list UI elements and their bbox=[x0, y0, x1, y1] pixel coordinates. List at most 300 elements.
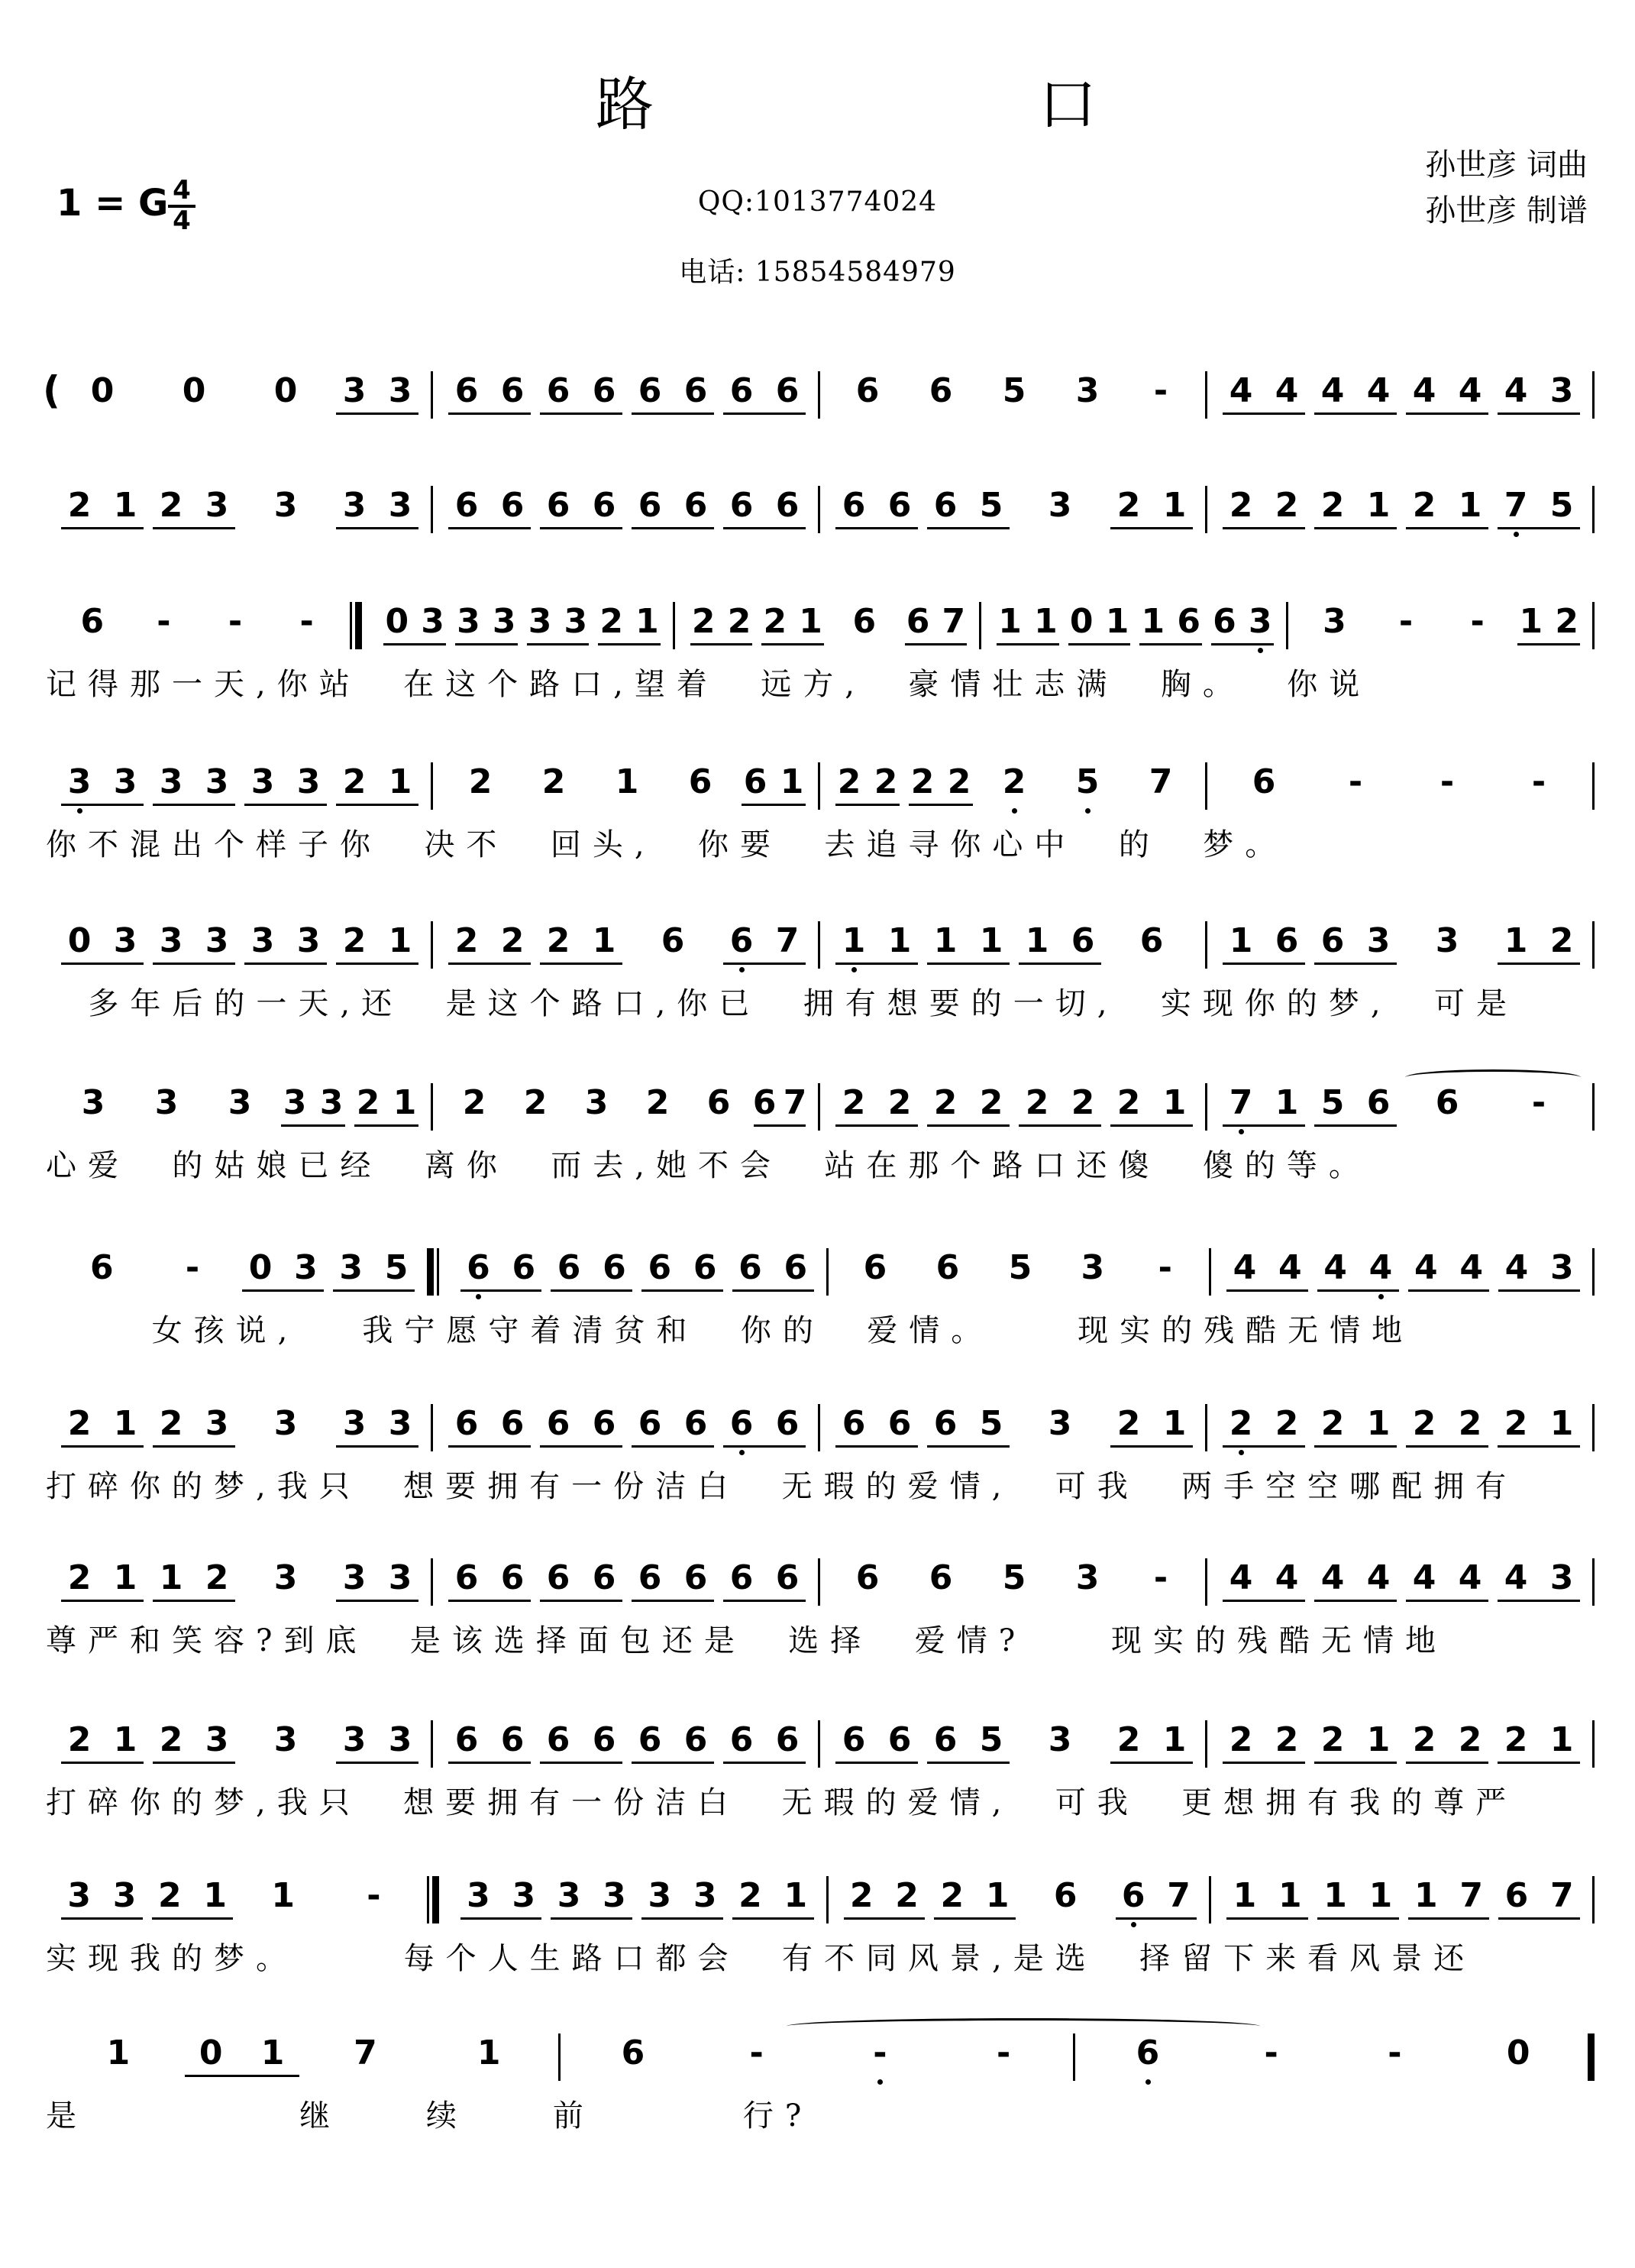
beamed-note-group bbox=[1401, 1404, 1493, 1444]
note bbox=[240, 371, 331, 411]
beamed-note-group bbox=[57, 486, 148, 526]
measure bbox=[46, 921, 431, 969]
measure bbox=[820, 1558, 1205, 1606]
beamed-note-group bbox=[148, 1720, 240, 1760]
measure bbox=[46, 1720, 431, 1768]
note-digit: 6 bbox=[775, 1404, 800, 1443]
beamed-note-group bbox=[719, 1404, 810, 1444]
beamed-note-group bbox=[1218, 1404, 1310, 1444]
note-digit: 6 bbox=[512, 1248, 536, 1287]
beamed-note-group bbox=[535, 921, 627, 961]
beamed-note-group bbox=[1404, 1876, 1494, 1916]
note-digit: 3 bbox=[159, 921, 183, 960]
measure bbox=[820, 1404, 1205, 1451]
beamed-note-group bbox=[719, 1558, 810, 1598]
measure bbox=[46, 1558, 431, 1606]
beamed-note-group bbox=[1494, 1876, 1585, 1916]
note-digit: 4 bbox=[1458, 371, 1482, 410]
beamed-note-group bbox=[1106, 1720, 1197, 1760]
beamed-note-group bbox=[992, 602, 1064, 642]
note-digit: 6 bbox=[1177, 602, 1200, 641]
note-digit: 6 bbox=[454, 1558, 479, 1597]
note-digit: - bbox=[1470, 602, 1485, 641]
note-digit: 1 bbox=[635, 602, 659, 641]
note-digit: 3 bbox=[1435, 921, 1459, 960]
beamed-note-group bbox=[719, 921, 810, 961]
system-11 bbox=[46, 1876, 1595, 1976]
measure bbox=[1207, 1404, 1592, 1451]
note-digit: 6 bbox=[693, 1248, 717, 1287]
note bbox=[984, 1248, 1056, 1288]
beamed-note-group bbox=[1218, 1558, 1310, 1598]
tie-arc bbox=[787, 2018, 1260, 2034]
note-digit: - bbox=[1531, 1083, 1546, 1122]
note-digit: 1 bbox=[933, 921, 958, 960]
note-digit: 3 bbox=[205, 921, 229, 960]
note-digit: 1 bbox=[106, 2033, 131, 2072]
note-digit: - bbox=[1153, 1558, 1168, 1597]
note-digit: 2 bbox=[887, 1083, 912, 1122]
beamed-note-group bbox=[831, 762, 904, 802]
beamed-note-group bbox=[535, 371, 627, 411]
note bbox=[240, 1720, 331, 1760]
note-digit: 3 bbox=[421, 602, 444, 641]
note-digit: 6 bbox=[592, 1558, 616, 1597]
note-digit: 7 bbox=[1459, 1876, 1483, 1915]
note bbox=[1401, 1083, 1493, 1123]
note-digit: 3 bbox=[1549, 1558, 1574, 1597]
measure bbox=[46, 1876, 427, 1923]
note-digit: 2 bbox=[1275, 1720, 1299, 1759]
note-digit: 3 bbox=[205, 486, 229, 525]
note-digit: 4 bbox=[1367, 1248, 1394, 1288]
note-digit: 6 bbox=[929, 1558, 953, 1597]
note-digit: 3 bbox=[512, 1876, 536, 1915]
measure bbox=[820, 921, 1205, 969]
note bbox=[328, 1876, 419, 1916]
note bbox=[444, 1083, 505, 1123]
note-digit: 1 bbox=[1368, 1876, 1393, 1915]
note-digit: 4 bbox=[1229, 371, 1253, 410]
note-digit: 2 bbox=[523, 1083, 548, 1122]
note-digit: 1 bbox=[985, 1876, 1010, 1915]
note-digit: 2 bbox=[933, 1083, 958, 1122]
note-digit: 1 bbox=[477, 2033, 501, 2072]
beamed-note-group bbox=[1106, 486, 1197, 526]
note-digit: 1 bbox=[388, 921, 412, 960]
beamed-note-group bbox=[1310, 371, 1401, 411]
beamed-note-group bbox=[831, 1404, 923, 1444]
note-digit: 2 bbox=[837, 762, 861, 801]
note-digit: 1 bbox=[393, 1083, 417, 1122]
beamed-note-group bbox=[627, 1404, 719, 1444]
barline bbox=[1592, 1876, 1595, 1923]
note-digit: 3 bbox=[339, 1248, 364, 1287]
beamed-note-group bbox=[444, 1558, 535, 1598]
note-digit: 3 bbox=[273, 486, 298, 525]
beamed-note-group bbox=[719, 1720, 810, 1760]
measure bbox=[445, 1876, 826, 1923]
beamed-note-group bbox=[929, 1876, 1020, 1916]
beamed-note-group bbox=[749, 1083, 810, 1123]
note-digit: 4 bbox=[1459, 1248, 1483, 1287]
note-digit: 3 bbox=[342, 1720, 367, 1759]
note-digit: 0 bbox=[1506, 2033, 1530, 2072]
note-digit: 3 bbox=[250, 762, 275, 801]
barline bbox=[1592, 486, 1595, 533]
note-digit: 2 bbox=[1116, 1083, 1141, 1122]
note-digit: 6 bbox=[929, 371, 953, 410]
note-digit: 7 bbox=[1550, 1876, 1574, 1915]
note-digit: - bbox=[866, 2033, 893, 2073]
note-digit: 1 bbox=[1162, 1720, 1187, 1759]
beamed-note-group bbox=[1218, 921, 1310, 961]
barline bbox=[1592, 921, 1595, 969]
note-digit: 2 bbox=[910, 762, 935, 801]
note-digit: 3 bbox=[1246, 602, 1274, 642]
note-digit: 2 bbox=[691, 602, 716, 641]
beamed-note-group bbox=[1218, 1720, 1310, 1760]
lyrics-line: 打碎你的梦,我只 想要拥有一份洁白 无瑕的爱情, 可我 更想拥有我的尊严 bbox=[46, 1785, 1518, 1820]
note-digit: 6 bbox=[592, 371, 616, 410]
note-digit: 3 bbox=[81, 1083, 105, 1122]
note-digit: 6 bbox=[638, 1720, 662, 1759]
note-digit: 2 bbox=[67, 1558, 92, 1597]
note bbox=[977, 1558, 1051, 1598]
measure bbox=[433, 1083, 818, 1131]
note-digit: 1 bbox=[615, 762, 639, 801]
measure bbox=[46, 1248, 427, 1296]
note-digit: 1 bbox=[113, 486, 137, 525]
note-digit: 3 bbox=[1075, 371, 1100, 410]
note-digit: 3 bbox=[648, 1876, 672, 1915]
note-digit: - bbox=[185, 1248, 200, 1287]
note-digit: 5 bbox=[1320, 1083, 1345, 1122]
note-digit: 3 bbox=[294, 1248, 318, 1287]
note-digit: 3 bbox=[228, 1083, 252, 1122]
note-digit: 1 bbox=[1549, 1404, 1574, 1443]
note-digit: 6 bbox=[683, 371, 708, 410]
note-digit: 3 bbox=[273, 1720, 298, 1759]
note-digit: 5 bbox=[1002, 1558, 1026, 1597]
beamed-note-group bbox=[923, 1083, 1014, 1123]
note-digit: - bbox=[1348, 762, 1363, 801]
beamed-note-group bbox=[1218, 371, 1310, 411]
note-digit: - bbox=[1531, 762, 1546, 801]
note bbox=[203, 1083, 276, 1123]
beamed-note-group bbox=[637, 1248, 728, 1288]
note-digit: 6 bbox=[855, 1558, 880, 1597]
beamed-note-group bbox=[148, 762, 240, 802]
note-digit: 1 bbox=[1105, 602, 1129, 641]
measure bbox=[675, 602, 979, 649]
note-digit: 7 bbox=[783, 1083, 807, 1122]
note-digit: - bbox=[157, 602, 171, 641]
note-digit: 6 bbox=[454, 1404, 479, 1443]
system-1 bbox=[43, 368, 1595, 463]
note-digit: 1 bbox=[1141, 602, 1165, 641]
note-digit: - bbox=[996, 2033, 1011, 2072]
beamed-note-group bbox=[831, 486, 923, 526]
note-digit: 3 bbox=[296, 762, 321, 801]
beamed-note-group bbox=[1493, 921, 1585, 961]
note-digit: 4 bbox=[1366, 371, 1391, 410]
note-digit: 6 bbox=[729, 486, 754, 525]
note-digit: 7 bbox=[1167, 1876, 1191, 1915]
note-digit: 6 bbox=[638, 486, 662, 525]
system-12 bbox=[46, 2033, 1595, 2134]
note-digit: 4 bbox=[1504, 371, 1528, 410]
note-digit: 5 bbox=[1002, 371, 1026, 410]
beamed-note-group bbox=[1222, 1876, 1313, 1916]
note-digit: 2 bbox=[1412, 1404, 1436, 1443]
note-digit: 2 bbox=[895, 1876, 919, 1915]
note-digit: 2 bbox=[1116, 1720, 1141, 1759]
note-digit: 3 bbox=[342, 486, 367, 525]
note-digit: 2 bbox=[874, 762, 898, 801]
note-digit: 6 bbox=[935, 1248, 960, 1287]
note-digit: 2 bbox=[67, 486, 92, 525]
note-digit: 4 bbox=[1412, 371, 1436, 410]
title-char-2: 口 bbox=[1039, 70, 1097, 138]
note bbox=[1442, 602, 1514, 642]
beamed-note-group bbox=[57, 1404, 148, 1444]
note-digit: 6 bbox=[500, 371, 525, 410]
beamed-note-group bbox=[57, 1876, 147, 1916]
measure bbox=[820, 1083, 1205, 1131]
measure bbox=[1207, 1558, 1592, 1606]
beamed-note-group bbox=[1310, 1558, 1401, 1598]
beamed-note-group bbox=[456, 1876, 547, 1916]
note bbox=[1051, 1558, 1124, 1598]
note-digit: 6 bbox=[1504, 1876, 1529, 1915]
beamed-note-group bbox=[728, 1876, 819, 1916]
note-digit: 2 bbox=[158, 1876, 182, 1915]
beamed-note-group bbox=[627, 371, 719, 411]
beamed-note-group bbox=[904, 762, 977, 802]
measure bbox=[820, 486, 1205, 533]
note-digit: 2 bbox=[159, 486, 183, 525]
measure bbox=[1207, 762, 1592, 810]
note-digit: 6 bbox=[738, 1248, 762, 1287]
note bbox=[57, 602, 128, 642]
beamed-note-group bbox=[1111, 1876, 1202, 1916]
note-digit: 0 bbox=[385, 602, 409, 641]
note-digit: 3 bbox=[584, 1083, 609, 1122]
note-digit: 2 bbox=[1229, 1720, 1253, 1759]
measure bbox=[981, 602, 1285, 649]
beamed-note-group bbox=[57, 921, 148, 961]
beamed-note-group bbox=[923, 486, 1014, 526]
note-digit: 1 bbox=[784, 1876, 808, 1915]
note bbox=[1014, 1404, 1106, 1444]
note-digit: 2 bbox=[1071, 1083, 1095, 1122]
note-digit: 6 bbox=[775, 1720, 800, 1759]
note-digit: 3 bbox=[1075, 1558, 1100, 1597]
beamed-note-group bbox=[546, 1248, 637, 1288]
beamed-note-group bbox=[237, 1248, 328, 1288]
note-digit: 1 bbox=[887, 921, 912, 960]
beamed-note-group bbox=[1135, 602, 1207, 642]
note-digit: 3 bbox=[273, 1558, 298, 1597]
note-digit: 6 bbox=[557, 1248, 581, 1287]
note-digit: 2 bbox=[342, 762, 367, 801]
barline bbox=[1592, 762, 1595, 810]
note bbox=[1493, 762, 1585, 802]
beamed-note-group bbox=[719, 486, 810, 526]
beamed-note-group bbox=[1493, 1720, 1585, 1760]
note-digit: 0 bbox=[1069, 602, 1094, 641]
note-digit: 7 bbox=[942, 602, 966, 641]
note-digit: 6 bbox=[775, 486, 800, 525]
measure bbox=[1207, 921, 1592, 969]
note bbox=[819, 2033, 942, 2073]
beamed-note-group bbox=[57, 1558, 148, 1598]
beamed-note-group bbox=[1513, 602, 1585, 642]
beamed-note-group bbox=[831, 1083, 923, 1123]
note-digit: 3 bbox=[693, 1876, 717, 1915]
system-4 bbox=[46, 762, 1595, 862]
note-digit: 0 bbox=[90, 371, 115, 410]
beamed-note-group bbox=[1218, 1083, 1310, 1123]
note-digit: 1 bbox=[840, 921, 868, 961]
note-digit: 6 bbox=[661, 921, 685, 960]
note-digit: 6 bbox=[454, 486, 479, 525]
note-digit: 1 bbox=[1162, 486, 1187, 525]
note-digit: 1 bbox=[113, 1404, 137, 1443]
beamed-note-group bbox=[148, 1404, 240, 1444]
note-digit: 6 bbox=[592, 1720, 616, 1759]
note-digit: 3 bbox=[66, 762, 93, 802]
note-digit: 3 bbox=[250, 921, 275, 960]
beamed-note-group bbox=[1310, 1404, 1401, 1444]
note-digit: 3 bbox=[205, 762, 229, 801]
credit-score: 孙世彦 制谱 bbox=[1425, 193, 1588, 228]
note-digit: 6 bbox=[729, 371, 754, 410]
beamed-note-group bbox=[593, 602, 665, 642]
note-digit: 6 bbox=[90, 1248, 114, 1287]
note-digit: 6 bbox=[933, 486, 958, 525]
time-signature-top: 4 bbox=[168, 177, 195, 208]
system-3 bbox=[46, 602, 1595, 702]
note-digit: 3 bbox=[388, 486, 412, 525]
note-digit: 2 bbox=[454, 921, 479, 960]
note-digit: 3 bbox=[159, 762, 183, 801]
beamed-note-group bbox=[535, 486, 627, 526]
beamed-note-group bbox=[57, 1720, 148, 1760]
note-digit: 6 bbox=[621, 2033, 645, 2072]
note-digit: 3 bbox=[388, 1404, 412, 1443]
note-digit: 6 bbox=[592, 486, 616, 525]
beamed-note-group bbox=[1493, 486, 1585, 526]
note-digit: 1 bbox=[1504, 921, 1528, 960]
barline bbox=[1592, 602, 1595, 649]
note-digit: 6 bbox=[842, 1720, 866, 1759]
note-digit: - bbox=[1158, 1248, 1172, 1287]
note bbox=[517, 762, 590, 802]
note-digit: 6 bbox=[603, 1248, 626, 1287]
note-digit: 3 bbox=[1048, 1720, 1072, 1759]
beamed-note-group bbox=[686, 602, 758, 642]
note bbox=[839, 1248, 912, 1288]
note-digit: 6 bbox=[500, 486, 525, 525]
note-digit: 4 bbox=[1233, 1248, 1257, 1287]
note-digit: 6 bbox=[454, 371, 479, 410]
beamed-note-group bbox=[831, 1720, 923, 1760]
note bbox=[566, 1083, 627, 1123]
note-digit: 3 bbox=[467, 1876, 490, 1915]
note-digit: 3 bbox=[319, 1083, 344, 1122]
note bbox=[695, 2033, 819, 2073]
beamed-note-group bbox=[148, 486, 240, 526]
note-digit: 2 bbox=[1320, 486, 1345, 525]
note-digit: 6 bbox=[592, 1404, 616, 1443]
system-5 bbox=[46, 921, 1595, 1021]
note-digit: 2 bbox=[1504, 1404, 1528, 1443]
note-digit: 6 bbox=[855, 371, 880, 410]
measure bbox=[46, 371, 431, 419]
measure bbox=[433, 1404, 818, 1451]
measure bbox=[46, 762, 431, 810]
note bbox=[271, 602, 343, 642]
note-digit: 6 bbox=[1120, 1876, 1147, 1916]
note-digit: 6 bbox=[1213, 602, 1236, 641]
note-digit: 2 bbox=[763, 602, 787, 641]
note-digit: 2 bbox=[159, 1720, 183, 1759]
note-digit: 6 bbox=[464, 1248, 492, 1288]
note-digit: - bbox=[1440, 762, 1455, 801]
note bbox=[57, 1083, 130, 1123]
beamed-note-group bbox=[331, 762, 423, 802]
note-digit: 1 bbox=[388, 762, 412, 801]
lyrics-line: 心爱 的姑娘已经 离你 而去,她不会 站在那个路口还傻 傻的等。 bbox=[46, 1148, 1371, 1183]
note-digit: 4 bbox=[1320, 1558, 1345, 1597]
note-digit: 6 bbox=[80, 602, 105, 641]
beamed-note-group bbox=[737, 762, 810, 802]
note bbox=[1401, 921, 1493, 961]
note bbox=[1056, 1248, 1129, 1288]
note-digit: 3 bbox=[388, 1720, 412, 1759]
note-digit: 2 bbox=[1458, 1720, 1482, 1759]
beamed-note-group bbox=[147, 1876, 238, 1916]
note-digit: 4 bbox=[1278, 1248, 1302, 1287]
note-digit: - bbox=[749, 2033, 764, 2072]
barline bbox=[1592, 371, 1595, 419]
beamed-note-group bbox=[57, 762, 148, 802]
lyrics-line: 你不混出个样子你 决不 回头, 你要 去追寻你心中 的 梦。 bbox=[46, 827, 1288, 862]
beamed-note-group bbox=[627, 1720, 719, 1760]
measure bbox=[820, 762, 1205, 810]
note-digit: 6 bbox=[887, 1720, 912, 1759]
beamed-note-group bbox=[1014, 921, 1106, 961]
barline bbox=[1592, 1558, 1595, 1606]
measure bbox=[46, 1404, 431, 1451]
note-digit: 2 bbox=[67, 1404, 92, 1443]
beamed-note-group bbox=[1313, 1876, 1404, 1916]
note-digit: 3 bbox=[1081, 1248, 1105, 1287]
beamed-note-group bbox=[148, 921, 240, 961]
measure bbox=[433, 921, 818, 969]
beamed-note-group bbox=[331, 921, 423, 961]
lyrics-line: 女孩说, 我宁愿守着清贫和 你的 爱情。 现实的残酷无情地 bbox=[46, 1313, 1414, 1348]
measure bbox=[1211, 1248, 1592, 1296]
lyrics-line bbox=[46, 429, 1595, 466]
lyrics-line: 记得那一天,你站 在这个路口,望着 远方, 豪情壮志满 胸。 你说 bbox=[46, 667, 1372, 702]
note-digit: - bbox=[1153, 371, 1168, 410]
measure bbox=[433, 371, 818, 419]
note-digit: 6 bbox=[683, 486, 708, 525]
note-digit: 4 bbox=[1412, 1558, 1436, 1597]
